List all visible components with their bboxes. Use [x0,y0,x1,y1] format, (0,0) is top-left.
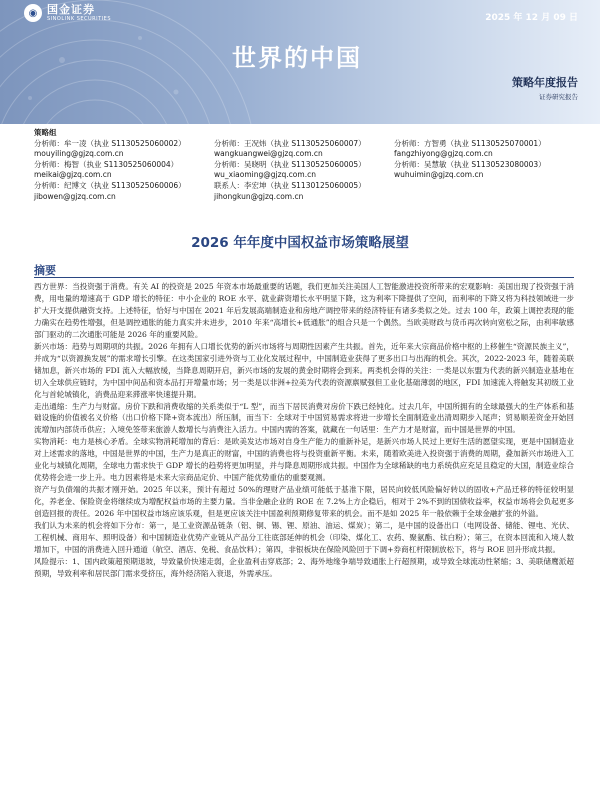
analyst-name: 分析师：王况炜（执业 S1130525060007） [214,138,366,148]
abstract-heading: 摘要 [34,264,56,277]
report-title: 2026 年年度中国权益市场策略展望 [191,235,409,251]
analyst-name: 分析师：梅智（执业 S1130525060004） [34,159,179,169]
abstract-paragraph: 我们认为未来的机会将如下分布：第一，是工业资源品链条（铝、铜、锡、锂、原油、油运、煤炭）；第二，是中国的设备出口（电网设备、储能、锂电、光伏、工程机械、商用车、照明设备）和中国制造业优势产业链从产品分工往底部延伸的机会（印染、煤化工、农药、聚氨酯、钛白粉）；第三，在资本回流和入境人数增加下，中国的消费进入回升通道（航空、酒店、免税、食品饮料）；第四，非银板块在保险风险回于下调+券商杠杆限制放松下，将与 ROE 回升形成共振。 [34,521,574,554]
header-banner [0,0,600,124]
abstract-paragraph: 西方世界：当投资强于消费。有关 AI 的投资是 2025 年资本市场最重要的话题，我们更加关注美国人工智能激进投资所带来的宏观影响：美国出现了投资强于消费，用电量的增速高于 GDP 增长的特征：中小企业的 ROE 水平、就业薪资增长水平明显下降，这为利率下降提供了空间，而利率的下降又将为科技领域进一步扩大开支提供融资支持。上述特征，恰好与中国在 2021 年后发展高端制造业和房地产调控带来的经济特征有诸多类似之处。过去 100 年，政策上调控表现的能力确实在趋势性增强，但是调控通胀的能力真实并未进步，2010 年来“高增长+低通胀”的组合只是一个偶然。当欧美财政与货币再次转向宽松之际，由利率敏感部门驱动的二次通胀可能是 2026 年的重要风险。 [34,282,574,339]
abstract-paragraph: 走出通缩：生产力与财富。房价下跌和消费收缩的关系类似于“L 型”，而当下居民消费对房价下跌已经钝化。过去几年，中国所拥有的全球最强大的生产体系和基础设施的价值被名义价格（出口价格下降+资本流出）所压制，而当下：全球对于中国贸易需求将进一步增长全面制造业出清周期步入尾声；贸易顺差资金开始回流增加内部货币供应；入境免签带来旅游人数增长与消费注入活力。中国内需的答案，就藏在一句话里：生产力才是财富，而中国是世界的中国。 [34,401,574,435]
analyst-email: mouyiling@gjzq.com.cn [34,149,124,159]
analyst-entry [394,160,574,181]
analyst-email: jibowen@gjzq.com.cn [34,191,116,201]
analyst-email: jihongkun@gjzq.com.cn [214,191,304,201]
analyst-name: 分析师：纪博文（执业 S1130525060006） [34,180,186,190]
analyst-grid [34,139,574,203]
banner-title: 世界的中国 [232,44,362,72]
analyst-name: 分析师：吴晓明（执业 S1130525060005） [214,159,366,169]
abstract-divider [34,277,574,278]
analyst-entry [34,160,214,181]
analyst-email: wangkuangwei@gjzq.com.cn [214,149,323,159]
analyst-entry [214,181,394,202]
logo-en-text: SINOLINK SECURITIES [47,16,111,22]
analyst-entry [34,181,214,202]
abstract-paragraph: 新兴市场：趋势与周期项的共振。2026 年拥有人口增长优势的新兴市场将与周期性因素产生共振。首先，近年来大宗商品价格中枢的上移催生“资源民族主义”，并成为“以资源换发展”的需求增长引擎。在这类国家引进外资与工业化发展过程中，中国制造业获得了更多出口与出海的机会。其次，2022-2023 年，随着美联储加息，新兴市场的 FDI 流入大幅放缓，当降息周期开启，新兴市场的发展的黄金时期将会到来。两类机会得的关注：一类是以东盟为代表的新兴制造业基地在切入全球供应链时，为中国中间品和资本品打开增量市场；另一类是以非洲+拉美为代表的资源禀赋强但工业化基础薄弱的地区，FDI 加速流入将触发其初级工业化与首轮城镇化，消费品迎来滞涨率快速提升期。 [34,341,574,399]
report-date: 2025 年 12 月 09 日 [485,13,578,23]
abstract-paragraph: 资产与负债端的共振才刚开始。2025 年以来，预计有超过 50%的理财产品业绩可能低于基准下限，居民向较低风险偏好转以的固收+产品迁移的特征较明显化，养老金、保险资金将继续成为增配权益市场的主要力量。当非金融企业的 ROE 在 7.2%上方企稳后，相对于 2%不到的国债收益率，权益市场将会负起更多创造回报的责任。2026 年中国权益市场应该乐观，但是更应该关注中国盈利预期修复带来的机会。而不是如 2025 年一般依赖于全球金融扩张的外溢。 [34,485,574,519]
analyst-entry [394,139,574,160]
logo-cn-text: 国金证券 [47,3,95,16]
logo-mark-icon: ◉ [24,4,42,22]
abstract-paragraph: 风险提示：1、国内政策超预期退坡，导致量价快速走弱，企业盈利击穿底部；2、海外地缘争端导致通胀上行超预期，或导致全球流动性紧缩；3、美联储鹰派超预期，导致利率和居民部门需求受挤压，海外经济陷入衰退，外需承压。 [34,556,574,578]
analyst-email: fangzhiyong@gjzq.com.cn [394,149,493,159]
analyst-name: 分析师：方智勇（执业 S1130525070001） [394,138,546,148]
analyst-entry [214,160,394,181]
team-group-label: 策略组 [34,128,57,137]
abstract-paragraph: 实物消耗：电力是核心矛盾。全球实物消耗增加的背后：是欧美发达市场对自身生产能力的重新补足，是新兴市场人民过上更好生活的愿望实现，更是中国制造业对上述需求的落地，中国是世界的中国，生产力是真正的财富，中国的消费也将与投资重新平衡。未来，随着欧美进入投资强于消费的周期，叠加新兴市场进入工业化与城镇化周期，全球电力需求快于 GDP 增长的趋势将更加明显，并与降息周期形成共振。中国作为全球稀缺的电力系统供应充足且稳定的大国，制造业综合优势将会进一步上升。电力因素将是未来大宗商品定价、中国产能优势重估的重要观测。 [34,437,574,483]
brand-logo [24,4,111,22]
report-type: 策略年度报告 [512,76,578,89]
analyst-email: wuhuimin@gjzq.com.cn [394,170,484,180]
department-label: 证券研究报告 [539,93,578,101]
analyst-email: meikai@gjzq.com.cn [34,170,112,180]
analyst-team [34,128,574,202]
analyst-entry [214,139,394,160]
analyst-name: 联系人：李宏坤（执业 S1130125060005） [214,180,366,190]
abstract-body [34,281,574,580]
analyst-email: wu_xiaoming@gjzq.com.cn [214,170,316,180]
analyst-entry [34,139,214,160]
analyst-name: 分析师：吴慧敏（执业 S1130523080003） [394,159,546,169]
analyst-name: 分析师：牟一凌（执业 S1130525060002） [34,138,186,148]
